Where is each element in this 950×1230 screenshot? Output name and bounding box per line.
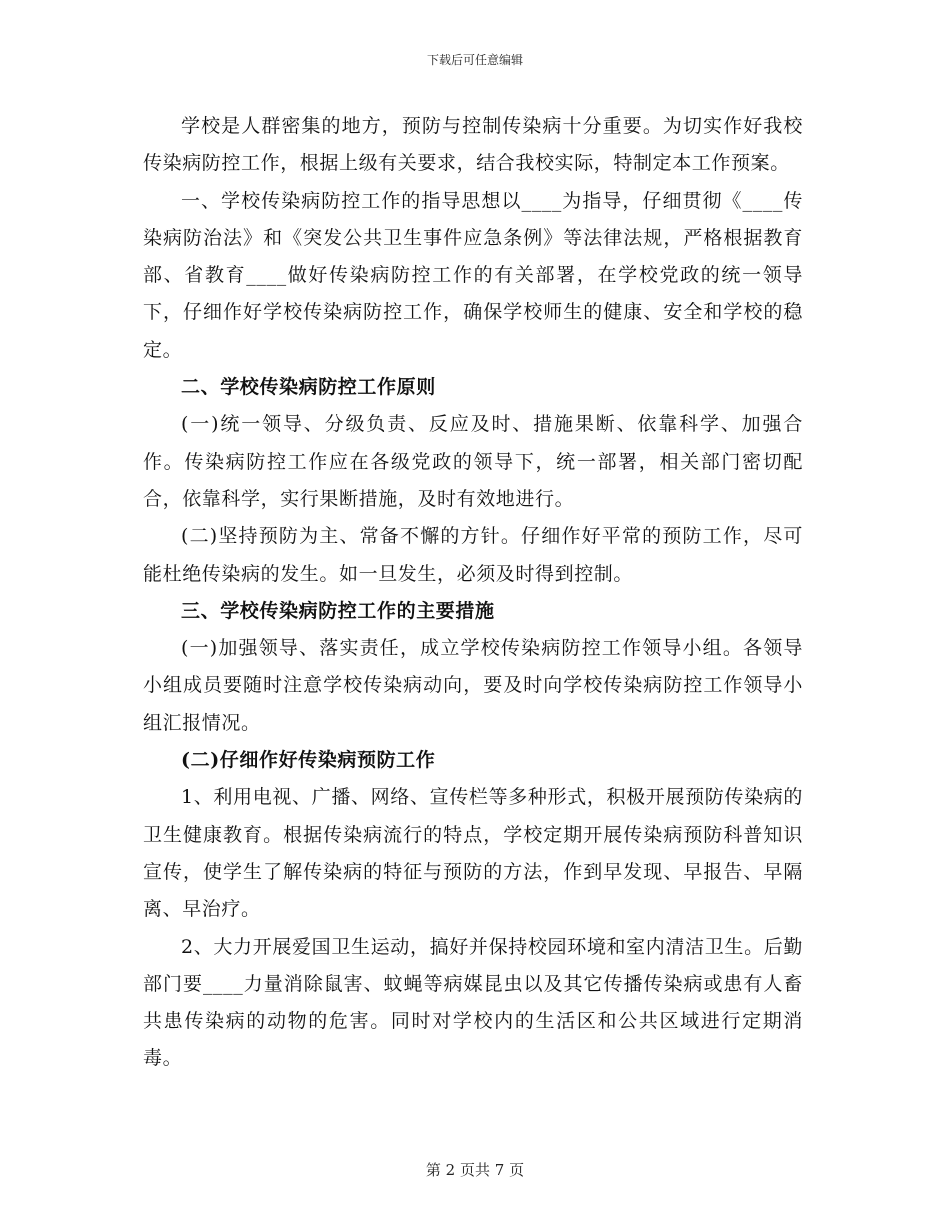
subsection-heading-prevention: (二)仔细作好传染病预防工作: [181, 749, 436, 772]
paragraph-prevention-2: 2、大力开展爱国卫生运动，搞好并保持校园环境和室内清洁卫生。后勤部门要____力量消除鼠害、蚊蝇等病媒昆虫以及其它传播传染病或患有人畜共患传染病的动物的危害。同时对学校内的生活区和公共区域进行定期消毒。: [143, 935, 803, 1070]
section-heading-principles: 二、学校传染病防控工作原则: [181, 376, 436, 399]
section-heading-measures: 三、学校传染病防控工作的主要措施: [181, 599, 495, 622]
paragraph-principle-2: (二)坚持预防为主、常备不懈的方针。仔细作好平常的预防工作，尽可能杜绝传染病的发生。如一旦发生，必须及时得到控制。: [143, 525, 803, 585]
paragraph-prevention-1: 1、利用电视、广播、网络、宣传栏等多种形式，积极开展预防传染病的卫生健康教育。根据传染病流行的特点，学校定期开展传染病预防科普知识宣传，使学生了解传染病的特征与预防的方法，作到早发现、早报告、早隔离、早治疗。: [143, 786, 803, 921]
page-footer: 第 2 页共 7 页: [425, 1161, 525, 1179]
paragraph-intro: 学校是人群密集的地方，预防与控制传染病十分重要。为切实作好我校传染病防控工作，根据上级有关要求，结合我校实际，特制定本工作预案。: [143, 115, 803, 175]
paragraph-measure-1: (一)加强领导、落实责任，成立学校传染病防控工作领导小组。各领导小组成员要随时注意学校传染病动向，要及时向学校传染病防控工作领导小组汇报情况。: [143, 637, 803, 734]
document-body: [143, 108, 803, 1078]
paragraph-guiding-ideology: 一、学校传染病防控工作的指导思想以____为指导，仔细贯彻《____传染病防治法》和《突发公共卫生事件应急条例》等法律法规，严格根据教育部、省教育____做好传染病防控工作的有关部署，在学校党政的统一领导下，仔细作好学校传染病防控工作，确保学校师生的健康、安全和学校的稳定。: [143, 189, 803, 361]
paragraph-principle-1: (一)统一领导、分级负责、反应及时、措施果断、依靠科学、加强合作。传染病防控工作应在各级党政的领导下，统一部署，相关部门密切配合，依靠科学，实行果断措施，及时有效地进行。: [143, 413, 803, 510]
page-header: 下载后可任意编辑: [426, 53, 523, 67]
